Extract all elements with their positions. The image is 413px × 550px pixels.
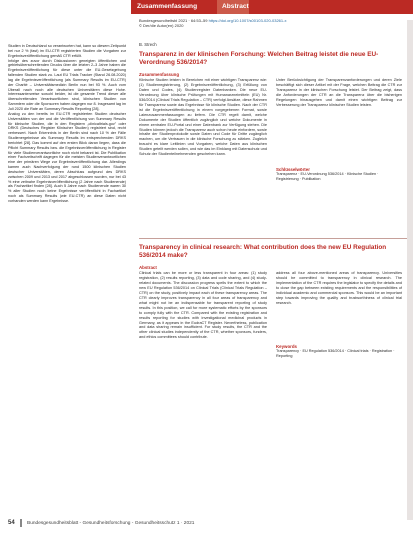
german-keywords-heading: Schlüsselwörter: [276, 167, 310, 172]
english-abstract-heading: Abstract: [139, 265, 157, 270]
abstract-tab-bar: [131, 0, 413, 14]
footer-separator: [20, 519, 22, 527]
abstract-panel: [131, 0, 413, 530]
citation-source: Bundesgesundheitsbl 2021 · 64:53–59: [139, 18, 208, 23]
journal-name: Bundesgesundheitsblatt - Gesundheitsforschung - Gesundheitsschutz 1 · 2021: [27, 521, 195, 526]
rights-notice: © Der/die Autor(en) 2020: [139, 23, 184, 28]
english-keywords: Transparency · EU Regulation 536/2014 · Clinical trials · Registration · Reporting: [276, 349, 395, 358]
german-abstract-col2: Unter Berücksichtigung der Transparenzanforderungen und deren Ziele beschäftigt sich dieser Artikel mit der Frage, welchen Beitrag die CTR zur Transparenz in der klinischen Forschung leistet. Der Beitrag zeigt, dass die Anforderungen der CTR an die Transparenz über die bisherigen Regelungen hinausgehen und damit einen wichtigen Beitrag zur Verbesserung der Transparenz klinischer Studien leisten.: [276, 78, 402, 107]
german-section-heading: Zusammenfassung: [139, 72, 180, 77]
left-column-body: [8, 44, 126, 514]
english-keywords-heading: Keywords: [276, 344, 297, 349]
doi-link[interactable]: https://doi.org/10.1007/s00103-020-03261-x: [208, 18, 287, 23]
english-title: Transparency in clinical research: What contribution does the new EU Regulation 536/2014 make?: [139, 244, 387, 259]
citation-block: [139, 18, 409, 28]
tab-abstract: Abstract: [217, 0, 249, 14]
left-paragraph-1: Studien in Deutschland so verantworten hat, kann so diesem Zeitpunkt bei nur 2 % (fast) im EU-CTR registrierten Studien die Vorgaben zur Ergebnisveröffentlichung gemäß CTR erfüllt.: [8, 44, 126, 58]
page-footer: [0, 517, 413, 531]
page-number: 54: [8, 520, 15, 526]
german-title: Transparenz in der klinischen Forschung: Welchen Beitrag leistet die neue EU-Verordnung 536/2014?: [139, 51, 379, 66]
authors: B. Strech: [139, 42, 157, 47]
english-abstract-col1: Clinical trials can be more or less transparent in four areas: (1) study registration, (2) results reporting, (3) data and code sharing, and (4) study-related documents. The discussion progress spells the extent to which the new EU Regulation 536/2014 on Clinical Trials (Clinical Trials Regulation – CTR) on the study, positively impact each of these transparency areas. The CTR clearly improves transparency in all four areas of transparency and what might not be an indispensable for transparent reporting of study results. In this position, we call for more systematic efforts by the sponsors to comply fully with the CTR. Compared with the existing registration and results reporting for studies with investigational medicinal products in Germany, as it appears in the EudraCT Register. Nevertheless, publication and data sharing remain insufficient. For study results, the CTR and the other clinical studies independently of the CTR, whether sponsors, funders, and ethics committees should contribute.: [139, 271, 267, 340]
german-keywords: Transparenz · EU-Verordnung 536/2014 · Klinische Studien · Registrierung · Publikation: [276, 172, 379, 181]
page-edge-strip: [407, 20, 413, 520]
english-abstract-col2: address all four above-mentioned areas of transparency. Universities should be committed to transparency in clinical research. The implementation of the CTR requires the legislator to specify the details and to close the gap between existing requirements and the responsibilities of individual academic and commercial sponsors. This would be an important step towards improving the quality and trustworthiness of clinical trial research.: [276, 271, 402, 305]
tab-zusammenfassung: Zusammenfassung: [137, 3, 198, 10]
section-divider: [139, 238, 407, 239]
left-paragraph-3: Analog zu den bereits im EU-CTR registrierten Studien deutscher Universitäten von der und die Veröffentlichung von Summary Results für klinische Studien, die in den Registern „clinicaltrials.gov" oder DRKS (Deutsches Register Klinischer Studien) registriert sind, recht verbessert. Nach Erkenntnis in der Berlin sind nach 10 % der Fälle Studienergebnisse als Summary Results im entsprechenden DRKS berichtet [28]. Das kommt auf den ersten Blick daran liegen, dass die Pflicht Summary Results bzw. die Ergebnisveröffentlichung in Register für viele Studienverantwortliche noch nicht bekannt ist. Die Publikation einer Fachzeitschrift dagegen für die meisten Studienverantwortlichen eine der primären Wege zur Ergebnisveröffentlichung dar. Allerdings kamen auch Nachverfolgung der rund 1500 klinischen Studien deutscher Universitäten, deren Abschluss aufgrund des DRKS zwischen 2009 und 2013 und 2017 abgeschlossen wurden, nur bei 43 % eine zeitnahe Ergebnisveröffentlichung (2 Jahre nach Studienende) als Fachartikel finden [28]. Auch 5 Jahre nach Studienende waren 30 % aller Studien noch keine Ergebnisse veröffentlicht in Fachartikel noch als Summary Results (wie EU-CTR) an diese Daten nicht vorhanden werden kann Ergebnisse.: [8, 111, 126, 203]
left-paragraph-2: Infolge des zuvor durch Diskussionen geneigten öffentlichen und gebietsüberschreitenden Drucks über die letzten 2–3 Jahre haben die Ergebnisveröffentlichung für diese unter die EU-Gesetzgebung fallenden Studien stark zu. Laut EU Trials Tracker (Stand 26.08.2020) lag die Ergebnisveröffentlichung (als Summary Results im EU-CTR) der Charité – Universitätsmedizin Berlin nun bei 93 %. Auch vom Überall nach noch alle deutschen Universitären diese Hohe. Interessanterweise sowohl beider, ist die gesamte Trend dieser alle überschreitenden Verantwortlichen sind, klinischen Studien von Sammlern oder die Sponsoren haben dagegen nur 8. Insgesamt lag im Juli 2020 die Rate an Summary Results Reporting [28].: [8, 58, 126, 111]
german-abstract-col1: Klinische Studien leisten in Bereichen mit einer wichtigen Transparenz wie: (1) Studienregistrierung, (2) Ergebnisveröffentlichung, (3) Erfüllung von Daten und Codes, (4) Studienregister Datenbanken. Die neue EU-Verordnung über klinische Prüfungen mit Humanarzneimitteln (EU) Nr. 536/2014 (Clinical Trials Regulation – CTR) verfolgt Ansätze, diese Rahmen für Transparenz sowie das Ergebnisse für klinische Studien. Nach der CTR ist die Ergebnisveröffentlichung in einem vorgegebenen Format, sowie Laienzusammenfassungen zu liefern. Die CTR regelt damit, welche Dokumente der Studien öffentlich zugänglich und welche Dokumente in einem zentralen EU-Portal und einer Datenbank zur Verfügung stehen. Die Studien können jedoch die Transparenz auch schon heute einfordern, sowie Inhalte der Studienprotokolle sowie Daten und Code für Dritte zugänglich machen, um die Vertrauen in die klinische Forschung zu stärken. Zugleich braucht es klare Leitlinien und Vorgaben, welche Daten aus klinischen Studien geteilt werden sollen, und wie das im Einklang mit Datenschutz und Schutz der Studienteilnehmenden geschehen kann.: [139, 78, 267, 157]
